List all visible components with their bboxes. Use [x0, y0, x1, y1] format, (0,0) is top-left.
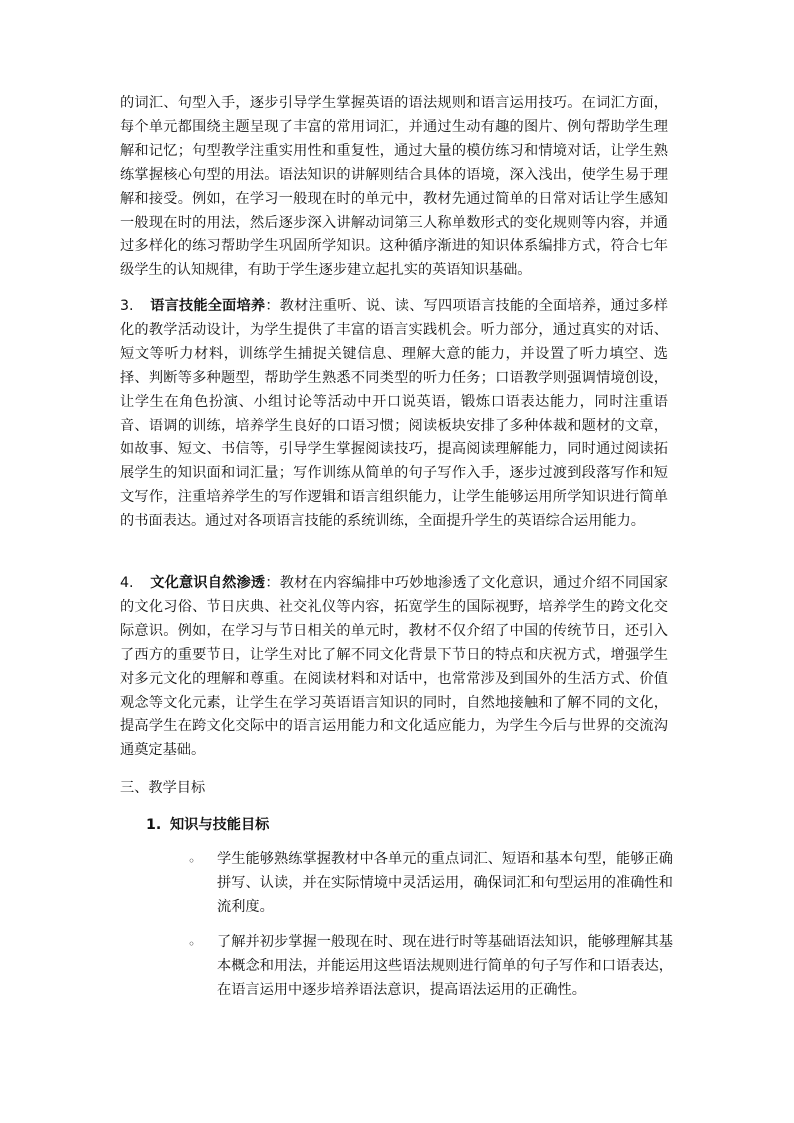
bullet-item-1: 学生能够熟练掌握教材中各单元的重点词汇、短语和基本句型，能够正确拼写、认读，并在实际情境中灵活运用，确保词汇和句型运用的准确性和流利度。 — [217, 851, 673, 915]
item-3-number: 3. — [120, 298, 134, 314]
item-4-title: 文化意识自然渗透 — [150, 575, 266, 591]
goal-1-heading — [146, 813, 269, 837]
bullet-icon: ◦ — [188, 937, 196, 951]
item-4-paragraph — [120, 572, 668, 763]
goal-1-number: 1. — [146, 817, 162, 833]
item-3-text: ：教材注重听、说、读、写四项语言技能的全面培养，通过多样化的教学活动设计，为学生提供了丰富的语言实践机会。听力部分，通过真实的对话、短文等听力材料，训练学生捕捉关键信息、理解大意的能力，并设置了听力填空、选择、判断等多种题型，帮助学生熟悉不同类型的听力任务；口语教学则强调情境创设，让学生在角色扮演、小组讨论等活动中开口说英语，锻炼口语表达能力，同时注重语音、语调的训练，培养学生良好的口语习惯；阅读板块安排了多种体裁和题材的文章，如故事、短文、书信等，引导学生掌握阅读技巧，提高阅读理解能力，同时通过阅读拓展学生的知识面和词汇量；写作训练从简单的句子写作入手，逐步过渡到段落写作和短文写作，注重培养学生的写作逻辑和语言组织能力，让学生能够运用所学知识进行简单的书面表达。通过对各项语言技能的系统训练，全面提升学生的英语综合运用能力。 — [120, 298, 668, 530]
item-3-paragraph — [120, 295, 668, 534]
bullet-icon: ◦ — [188, 854, 196, 868]
section-heading: 三、教学目标 — [120, 780, 206, 796]
goal-1-title: 知识与技能目标 — [170, 817, 270, 833]
item-4-text: ：教材在内容编排中巧妙地渗透了文化意识，通过介绍不同国家的文化习俗、节日庆典、社交礼仪等内容，拓宽学生的国际视野，培养学生的跨文化交际意识。例如，在学习与节日相关的单元时，教材不仅介绍了中国的传统节日，还引入了西方的重要节日，让学生对比了解不同文化背景下节日的特点和庆祝方式，增强学生对多元文化的理解和尊重。在阅读材料和对话中，也常常涉及到国外的生活方式、价值观念等文化元素，让学生在学习英语语言知识的同时，自然地接触和了解不同的文化，提高学生在跨文化交际中的语言运用能力和文化适应能力，为学生今后与世界的交流沟通奠定基础。 — [120, 575, 668, 759]
item-3-title: 语言技能全面培养 — [150, 298, 266, 314]
intro-paragraph: 的词汇、句型入手，逐步引导学生掌握英语的语法规则和语言运用技巧。在词汇方面，每个单元都围绕主题呈现了丰富的常用词汇，并通过生动有趣的图片、例句帮助学生理解和记忆；句型教学注重实用性和重复性，通过大量的模仿练习和情境对话，让学生熟练掌握核心句型的用法。语法知识的讲解则结合具体的语境，深入浅出，使学生易于理解和接受。例如，在学习一般现在时的单元中，教材先通过简单的日常对话让学生感知一般现在时的用法，然后逐步深入讲解动词第三人称单数形式的变化规则等内容，并通过多样化的练习帮助学生巩固所学知识。这种循序渐进的知识体系编排方式，符合七年级学生的认知规律，有助于学生逐步建立起扎实的英语知识基础。 — [120, 95, 668, 279]
bullet-item-2: 了解并初步掌握一般现在时、现在进行时等基础语法知识，能够理解其基本概念和用法，并能运用这些语法规则进行简单的句子写作和口语表达，在语言运用中逐步培养语法意识，提高语法运用的正确性。 — [217, 934, 673, 998]
item-4-number: 4. — [120, 575, 134, 591]
